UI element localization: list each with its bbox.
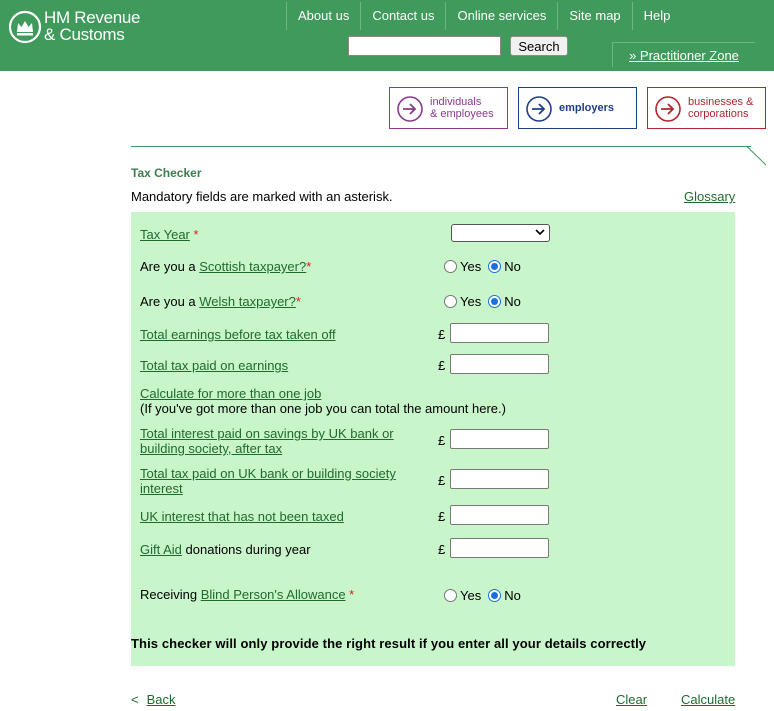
welsh-row — [140, 294, 301, 309]
savings-interest-input[interactable] — [450, 429, 549, 449]
audience-individuals-label: individuals & employees — [430, 96, 494, 120]
gift-aid-row — [140, 542, 311, 557]
audience-employers-tab[interactable] — [518, 87, 637, 129]
arrow-right-circle-icon — [525, 95, 553, 123]
nav-online-services[interactable]: Online services — [445, 2, 557, 30]
tax-on-interest-row — [140, 466, 396, 496]
gift-aid-suffix: donations during year — [181, 542, 311, 557]
blind-allowance-row — [140, 587, 354, 602]
more-jobs-link[interactable]: Calculate for more than one job — [140, 386, 322, 401]
required-asterisk: * — [193, 227, 199, 242]
chevron-down-icon — [535, 227, 545, 237]
search-button[interactable]: Search — [510, 36, 568, 56]
required-asterisk: * — [306, 259, 312, 274]
blind-yes-radio[interactable] — [444, 589, 457, 602]
content-top-border — [131, 146, 751, 147]
required-asterisk: * — [349, 587, 355, 602]
blind-no-radio[interactable] — [488, 589, 501, 602]
scottish-row — [140, 259, 311, 274]
gift-aid-link[interactable]: Gift Aid — [140, 542, 182, 557]
tax-checker-form — [131, 212, 735, 666]
audience-individuals-tab[interactable] — [389, 87, 508, 129]
tax-on-interest-line-1: Total tax paid on UK bank or building society — [140, 466, 396, 481]
nav-contact-us[interactable]: Contact us — [360, 2, 445, 30]
page-title: Tax Checker — [131, 166, 202, 180]
no-label: No — [504, 259, 521, 274]
site-header — [0, 0, 774, 71]
crown-crest-icon — [8, 10, 42, 44]
hmrc-logo[interactable] — [8, 10, 158, 46]
tax-year-select[interactable] — [451, 224, 550, 242]
savings-interest-link[interactable] — [140, 426, 394, 456]
audience-businesses-tab[interactable] — [647, 87, 766, 129]
total-earnings-input[interactable] — [450, 323, 549, 343]
yes-label: Yes — [460, 259, 482, 274]
untaxed-interest-link[interactable]: UK interest that has not been taxed — [140, 509, 344, 524]
tax-year-row — [140, 227, 199, 242]
arrow-right-circle-icon — [654, 95, 682, 123]
blind-prefix: Receiving — [140, 587, 201, 602]
scottish-taxpayer-link[interactable]: Scottish taxpayer? — [199, 259, 307, 274]
gift-aid-input[interactable] — [450, 538, 549, 558]
top-navigation — [286, 2, 681, 30]
welsh-taxpayer-link[interactable]: Welsh taxpayer? — [199, 294, 296, 309]
nav-about-us[interactable]: About us — [286, 2, 360, 30]
no-label: No — [504, 588, 521, 603]
currency-symbol: £ — [438, 473, 446, 488]
savings-interest-row — [140, 426, 394, 456]
welsh-no-radio[interactable] — [488, 295, 501, 308]
tax-on-interest-line-2: interest — [140, 481, 183, 496]
nav-help[interactable]: Help — [632, 2, 682, 30]
clear-link[interactable]: Clear — [616, 692, 648, 707]
total-tax-paid-link[interactable]: Total tax paid on earnings — [140, 358, 289, 373]
back-arrow-icon: < — [131, 692, 139, 707]
tax-on-interest-link[interactable] — [140, 466, 396, 496]
back-nav — [131, 692, 176, 707]
calculate-link[interactable]: Calculate — [681, 692, 736, 707]
audience-employers-label: employers — [559, 102, 615, 114]
logo-line-1: HM Revenue — [44, 8, 141, 27]
blind-allowance-link[interactable]: Blind Person's Allowance — [200, 587, 346, 602]
untaxed-interest-input[interactable] — [450, 505, 549, 525]
more-jobs-row — [140, 386, 506, 416]
yes-label: Yes — [460, 294, 482, 309]
total-tax-paid-row — [140, 358, 288, 373]
tax-year-link[interactable]: Tax Year — [140, 227, 190, 242]
back-link[interactable]: Back — [146, 692, 176, 707]
arrow-right-circle-icon — [396, 95, 424, 123]
practitioner-zone-link[interactable]: » Practitioner Zone — [612, 42, 755, 67]
accuracy-warning: This checker will only provide the right result if you enter all your details correctly — [131, 636, 647, 651]
required-asterisk: * — [295, 294, 301, 309]
savings-interest-line-2: building society, after tax — [140, 441, 283, 456]
currency-symbol: £ — [438, 542, 446, 557]
corner-decoration — [747, 146, 767, 166]
total-tax-paid-input[interactable] — [450, 354, 549, 374]
glossary-link[interactable]: Glossary — [684, 189, 736, 204]
welsh-prefix: Are you a — [140, 294, 200, 309]
welsh-radio-group — [444, 294, 528, 309]
scottish-no-radio[interactable] — [488, 260, 501, 273]
currency-symbol: £ — [438, 358, 446, 373]
total-earnings-link[interactable]: Total earnings before tax taken off — [140, 327, 336, 342]
welsh-yes-radio[interactable] — [444, 295, 457, 308]
logo-text — [44, 9, 140, 43]
currency-symbol: £ — [438, 433, 446, 448]
more-jobs-note: (If you've got more than one job you can total the amount here.) — [140, 401, 506, 416]
no-label: No — [504, 294, 521, 309]
nav-site-map[interactable]: Site map — [557, 2, 631, 30]
yes-label: Yes — [460, 588, 482, 603]
currency-symbol: £ — [438, 327, 446, 342]
untaxed-interest-row — [140, 509, 344, 524]
savings-interest-line-1: Total interest paid on savings by UK bank or — [140, 426, 394, 441]
scottish-yes-radio[interactable] — [444, 260, 457, 273]
mandatory-note: Mandatory fields are marked with an asterisk. — [131, 189, 393, 204]
blind-radio-group — [444, 588, 528, 603]
tax-on-interest-input[interactable] — [450, 469, 549, 489]
currency-symbol: £ — [438, 509, 446, 524]
scottish-prefix: Are you a — [140, 259, 200, 274]
scottish-radio-group — [444, 259, 528, 274]
search-input[interactable] — [348, 36, 501, 56]
logo-line-2: & Customs — [44, 25, 125, 44]
audience-businesses-label: businesses & corporations — [688, 96, 754, 120]
total-earnings-row — [140, 327, 336, 342]
